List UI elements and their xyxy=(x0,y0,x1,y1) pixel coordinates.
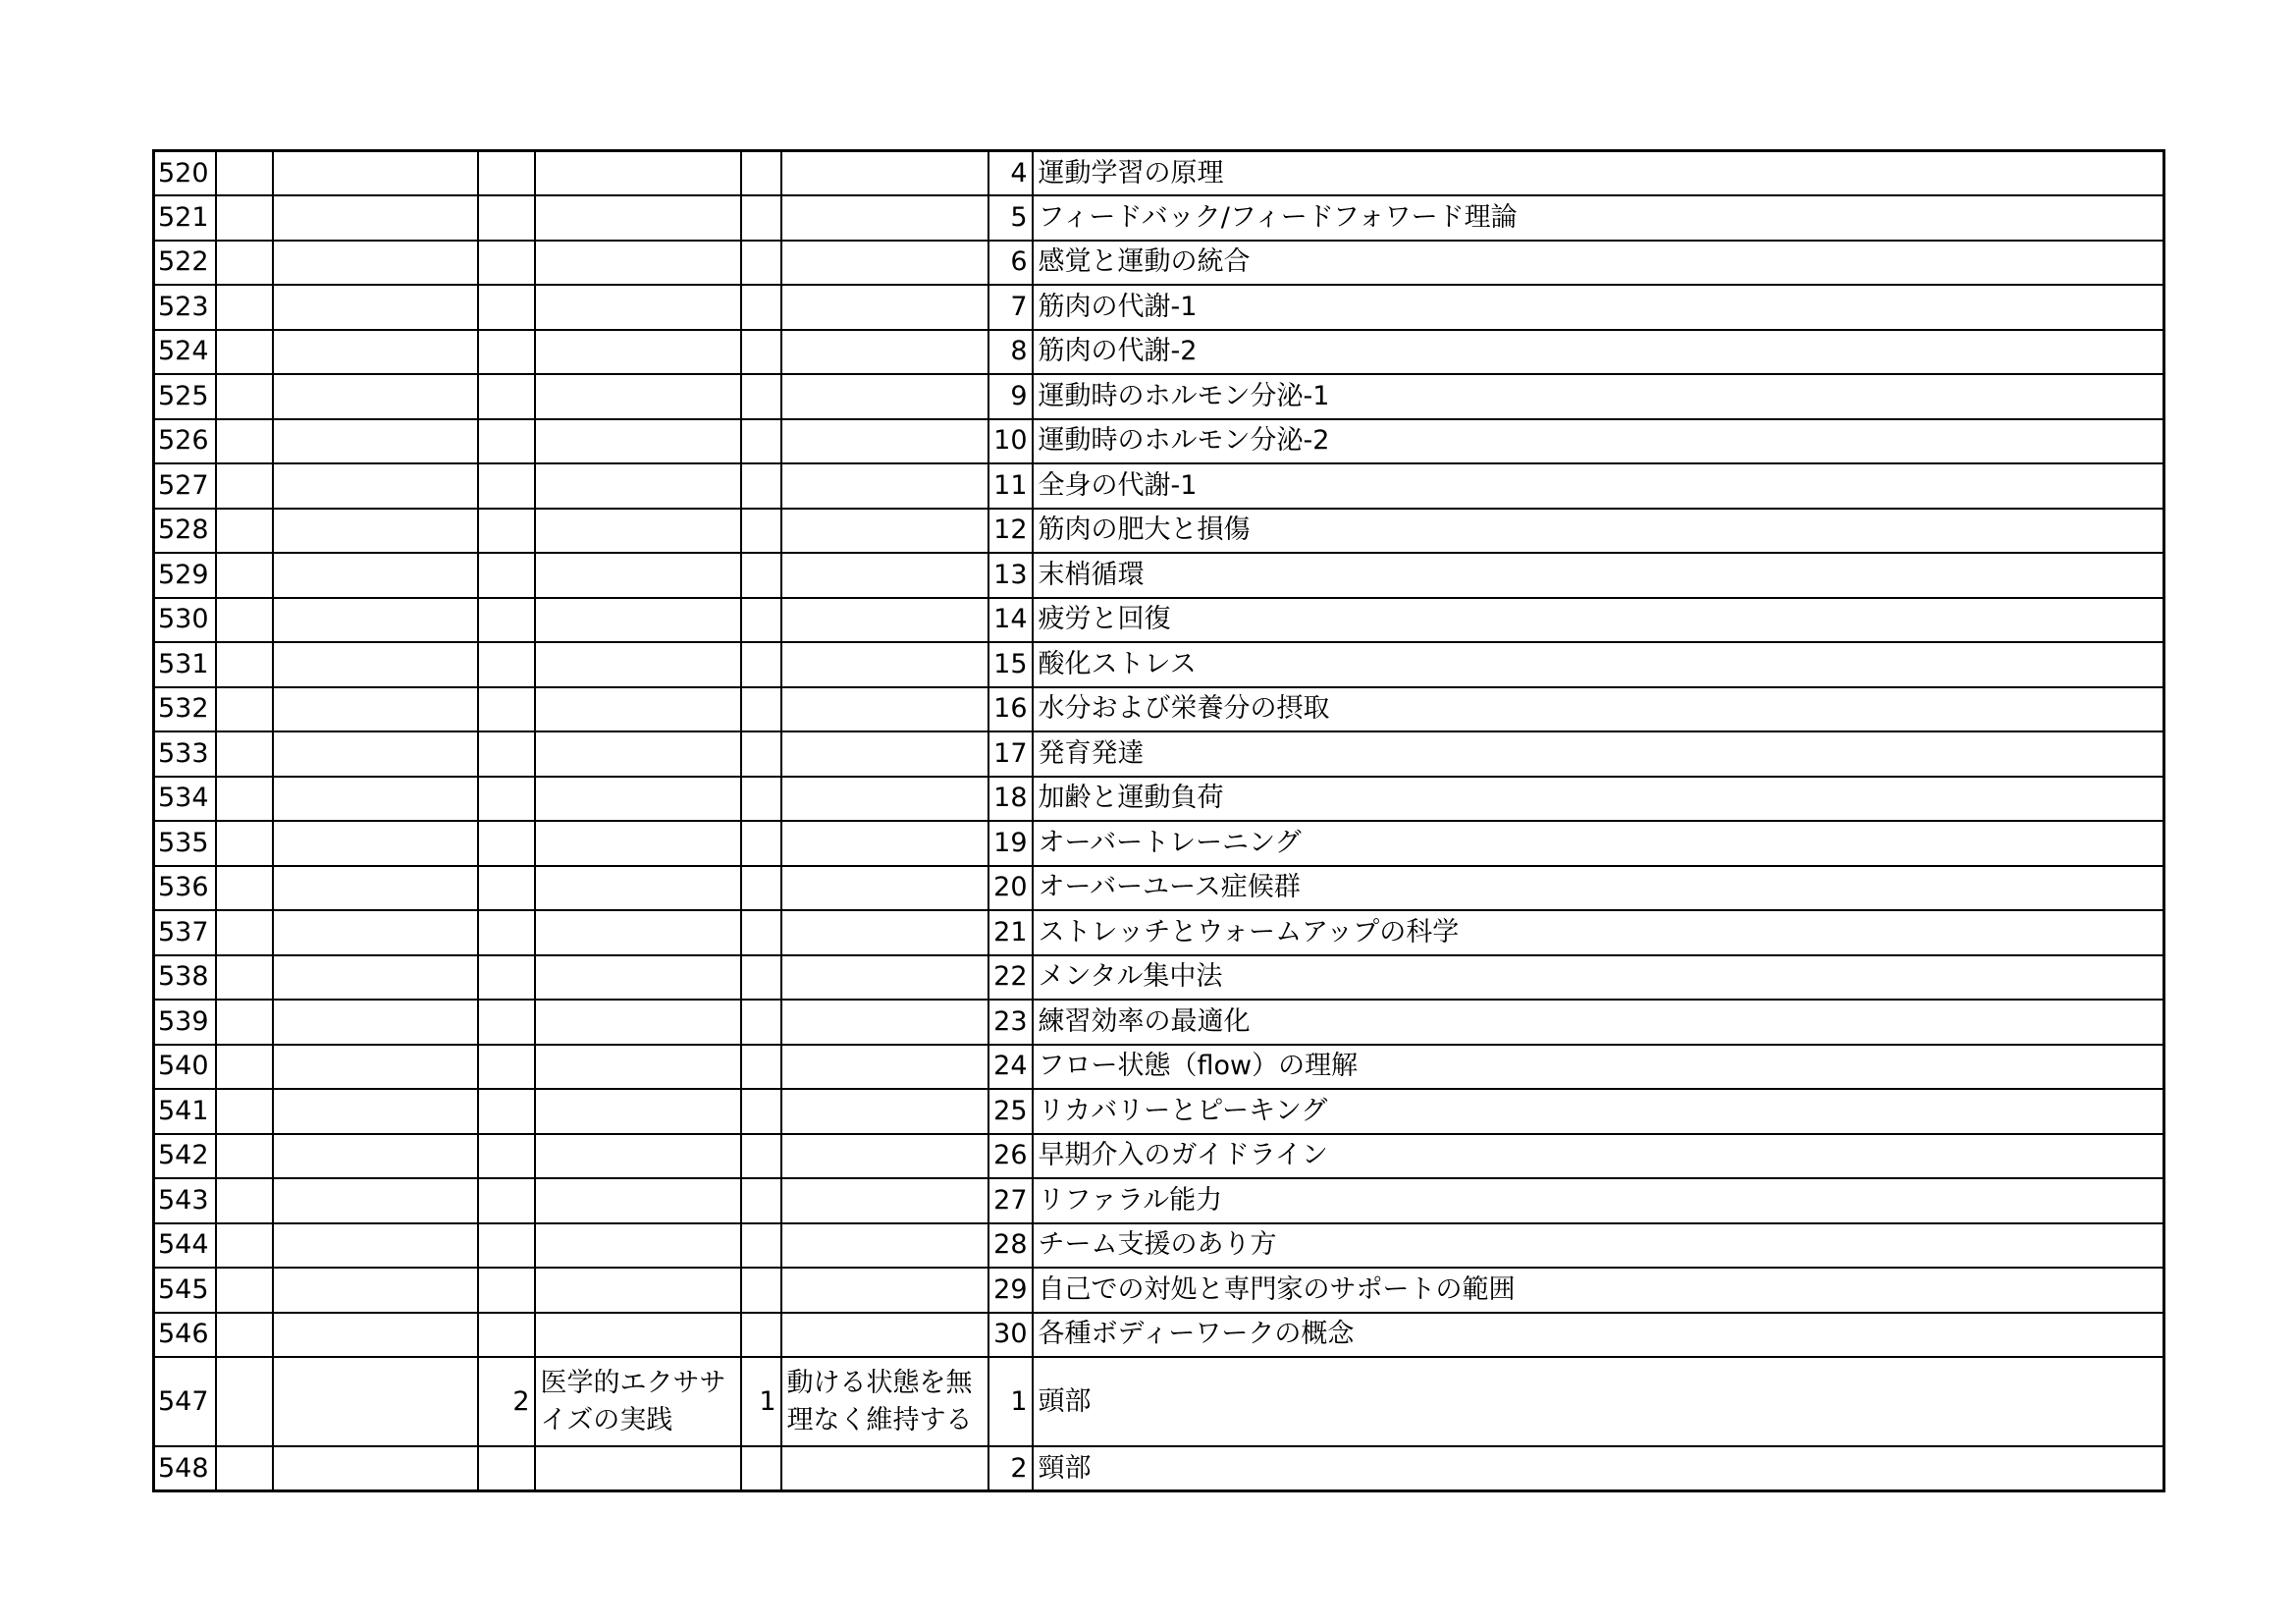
section-title-cell xyxy=(535,1089,742,1134)
item-number-cell: 18 xyxy=(988,777,1033,822)
section-title-cell xyxy=(535,1223,742,1269)
category-number-cell xyxy=(216,777,273,822)
subsection-number-cell xyxy=(741,910,781,955)
section-title-cell xyxy=(535,1178,742,1223)
subsection-title-cell xyxy=(781,731,988,777)
subsection-title-cell xyxy=(781,1134,988,1179)
category-cell xyxy=(273,509,478,554)
row-number-cell: 539 xyxy=(154,1000,217,1045)
subsection-number-cell xyxy=(741,642,781,687)
row-number-cell: 544 xyxy=(154,1223,217,1269)
section-title-cell xyxy=(535,553,742,598)
category-cell xyxy=(273,1268,478,1313)
item-number-cell: 26 xyxy=(988,1134,1033,1179)
category-cell xyxy=(273,910,478,955)
item-title-cell: 筋肉の代謝-2 xyxy=(1033,330,2164,375)
category-cell xyxy=(273,731,478,777)
item-number-cell: 25 xyxy=(988,1089,1033,1134)
section-title-cell xyxy=(535,1313,742,1358)
section-number-cell xyxy=(478,463,535,509)
item-title-cell: チーム支援のあり方 xyxy=(1033,1223,2164,1269)
section-title-cell xyxy=(535,374,742,419)
subsection-title-cell xyxy=(781,1045,988,1090)
section-number-cell xyxy=(478,374,535,419)
item-number-cell: 21 xyxy=(988,910,1033,955)
section-number-cell xyxy=(478,910,535,955)
section-title-cell xyxy=(535,1045,742,1090)
row-number-cell: 538 xyxy=(154,955,217,1001)
category-cell xyxy=(273,151,478,196)
item-title-cell: 頭部 xyxy=(1033,1357,2164,1446)
row-number-cell: 528 xyxy=(154,509,217,554)
subsection-title-cell xyxy=(781,1268,988,1313)
table-row xyxy=(154,1178,2164,1223)
section-number-cell xyxy=(478,1268,535,1313)
row-number-cell: 543 xyxy=(154,1178,217,1223)
item-number-cell: 24 xyxy=(988,1045,1033,1090)
subsection-number-cell xyxy=(741,1313,781,1358)
category-cell xyxy=(273,374,478,419)
row-number-cell: 524 xyxy=(154,330,217,375)
section-title-cell xyxy=(535,777,742,822)
section-number-cell xyxy=(478,241,535,286)
table-row xyxy=(154,1357,2164,1446)
row-number-cell: 527 xyxy=(154,463,217,509)
category-number-cell xyxy=(216,1446,273,1491)
subsection-title-cell xyxy=(781,866,988,911)
subsection-number-cell xyxy=(741,330,781,375)
item-title-cell: 筋肉の肥大と損傷 xyxy=(1033,509,2164,554)
category-cell xyxy=(273,777,478,822)
subsection-number-cell xyxy=(741,509,781,554)
item-number-cell: 5 xyxy=(988,195,1033,241)
row-number-cell: 522 xyxy=(154,241,217,286)
category-number-cell xyxy=(216,910,273,955)
subsection-title-cell xyxy=(781,330,988,375)
category-number-cell xyxy=(216,241,273,286)
category-number-cell xyxy=(216,1134,273,1179)
item-number-cell: 14 xyxy=(988,598,1033,643)
item-number-cell: 17 xyxy=(988,731,1033,777)
row-number-cell: 540 xyxy=(154,1045,217,1090)
row-number-cell: 545 xyxy=(154,1268,217,1313)
item-title-cell: 加齢と運動負荷 xyxy=(1033,777,2164,822)
category-cell xyxy=(273,598,478,643)
subsection-title-cell xyxy=(781,821,988,866)
table-row xyxy=(154,821,2164,866)
item-title-cell: 末梢循環 xyxy=(1033,553,2164,598)
section-title-cell xyxy=(535,419,742,464)
section-number-cell xyxy=(478,642,535,687)
item-title-cell: 頸部 xyxy=(1033,1446,2164,1491)
category-number-cell xyxy=(216,1000,273,1045)
item-number-cell: 10 xyxy=(988,419,1033,464)
subsection-title-cell xyxy=(781,285,988,330)
subsection-number-cell xyxy=(741,955,781,1001)
section-number-cell xyxy=(478,777,535,822)
item-number-cell: 15 xyxy=(988,642,1033,687)
category-number-cell xyxy=(216,1045,273,1090)
row-number-cell: 536 xyxy=(154,866,217,911)
item-number-cell: 28 xyxy=(988,1223,1033,1269)
subsection-title-cell xyxy=(781,241,988,286)
item-number-cell: 12 xyxy=(988,509,1033,554)
item-title-cell: リファラル能力 xyxy=(1033,1178,2164,1223)
table-row xyxy=(154,1089,2164,1134)
item-number-cell: 1 xyxy=(988,1357,1033,1446)
category-number-cell xyxy=(216,1357,273,1446)
subsection-title-cell xyxy=(781,419,988,464)
subsection-title-cell xyxy=(781,1089,988,1134)
subsection-number-cell xyxy=(741,777,781,822)
subsection-number-cell xyxy=(741,463,781,509)
section-number-cell xyxy=(478,1313,535,1358)
subsection-title-cell xyxy=(781,1223,988,1269)
table-body xyxy=(154,151,2164,1491)
table-row xyxy=(154,195,2164,241)
table-row xyxy=(154,1134,2164,1179)
section-number-cell xyxy=(478,866,535,911)
section-title-cell xyxy=(535,821,742,866)
section-number-cell xyxy=(478,1045,535,1090)
subsection-title-cell xyxy=(781,509,988,554)
subsection-number-cell xyxy=(741,731,781,777)
category-cell xyxy=(273,1313,478,1358)
table-row xyxy=(154,330,2164,375)
section-number-cell xyxy=(478,419,535,464)
section-title-cell xyxy=(535,1000,742,1045)
subsection-number-cell xyxy=(741,1268,781,1313)
section-number-cell xyxy=(478,151,535,196)
subsection-title-cell xyxy=(781,687,988,732)
category-cell xyxy=(273,1357,478,1446)
section-title-cell xyxy=(535,1446,742,1491)
item-title-cell: 感覚と運動の統合 xyxy=(1033,241,2164,286)
section-title-cell xyxy=(535,151,742,196)
section-title-cell xyxy=(535,241,742,286)
table-row xyxy=(154,731,2164,777)
item-number-cell: 16 xyxy=(988,687,1033,732)
section-title-cell xyxy=(535,731,742,777)
category-number-cell xyxy=(216,598,273,643)
subsection-number-cell xyxy=(741,241,781,286)
category-number-cell xyxy=(216,285,273,330)
item-number-cell: 6 xyxy=(988,241,1033,286)
category-number-cell xyxy=(216,731,273,777)
table-row xyxy=(154,1000,2164,1045)
category-cell xyxy=(273,821,478,866)
category-cell xyxy=(273,1000,478,1045)
row-number-cell: 530 xyxy=(154,598,217,643)
item-title-cell: ストレッチとウォームアップの科学 xyxy=(1033,910,2164,955)
section-number-cell xyxy=(478,687,535,732)
section-number-cell xyxy=(478,509,535,554)
section-title-cell xyxy=(535,687,742,732)
table-row xyxy=(154,553,2164,598)
section-title-cell xyxy=(535,866,742,911)
row-number-cell: 529 xyxy=(154,553,217,598)
item-title-cell: 水分および栄養分の摂取 xyxy=(1033,687,2164,732)
row-number-cell: 533 xyxy=(154,731,217,777)
item-title-cell: 運動時のホルモン分泌-1 xyxy=(1033,374,2164,419)
section-number-cell xyxy=(478,1089,535,1134)
subsection-title-cell xyxy=(781,598,988,643)
table-row xyxy=(154,955,2164,1001)
row-number-cell: 537 xyxy=(154,910,217,955)
table-row xyxy=(154,419,2164,464)
category-cell xyxy=(273,1446,478,1491)
section-title-cell xyxy=(535,509,742,554)
item-title-cell: 自己での対処と専門家のサポートの範囲 xyxy=(1033,1268,2164,1313)
item-title-cell: 全身の代謝-1 xyxy=(1033,463,2164,509)
subsection-number-cell xyxy=(741,1178,781,1223)
category-number-cell xyxy=(216,955,273,1001)
item-number-cell: 22 xyxy=(988,955,1033,1001)
table-row xyxy=(154,910,2164,955)
table-row xyxy=(154,642,2164,687)
section-number-cell xyxy=(478,195,535,241)
category-cell xyxy=(273,1178,478,1223)
table-row xyxy=(154,1268,2164,1313)
item-number-cell: 20 xyxy=(988,866,1033,911)
section-number-cell xyxy=(478,285,535,330)
subsection-title-cell xyxy=(781,151,988,196)
item-title-cell: リカバリーとピーキング xyxy=(1033,1089,2164,1134)
table-row xyxy=(154,598,2164,643)
item-title-cell: フロー状態（flow）の理解 xyxy=(1033,1045,2164,1090)
row-number-cell: 526 xyxy=(154,419,217,464)
row-number-cell: 542 xyxy=(154,1134,217,1179)
section-title-cell xyxy=(535,195,742,241)
subsection-title-cell xyxy=(781,374,988,419)
item-number-cell: 23 xyxy=(988,1000,1033,1045)
row-number-cell: 534 xyxy=(154,777,217,822)
subsection-number-cell xyxy=(741,553,781,598)
section-number-cell xyxy=(478,1223,535,1269)
section-number-cell xyxy=(478,1000,535,1045)
category-number-cell xyxy=(216,1223,273,1269)
category-cell xyxy=(273,866,478,911)
subsection-number-cell xyxy=(741,598,781,643)
table-row xyxy=(154,1446,2164,1491)
category-number-cell xyxy=(216,642,273,687)
section-title-cell xyxy=(535,598,742,643)
table-row xyxy=(154,151,2164,196)
row-number-cell: 531 xyxy=(154,642,217,687)
subsection-number-cell xyxy=(741,151,781,196)
subsection-number-cell xyxy=(741,1045,781,1090)
section-title-cell xyxy=(535,642,742,687)
item-title-cell: 筋肉の代謝-1 xyxy=(1033,285,2164,330)
item-number-cell: 9 xyxy=(988,374,1033,419)
item-title-cell: 酸化ストレス xyxy=(1033,642,2164,687)
row-number-cell: 541 xyxy=(154,1089,217,1134)
category-number-cell xyxy=(216,419,273,464)
row-number-cell: 525 xyxy=(154,374,217,419)
item-title-cell: フィードバック/フィードフォワード理論 xyxy=(1033,195,2164,241)
category-cell xyxy=(273,195,478,241)
row-number-cell: 535 xyxy=(154,821,217,866)
table-row xyxy=(154,777,2164,822)
table-row xyxy=(154,509,2164,554)
section-number-cell xyxy=(478,955,535,1001)
subsection-title-cell: 動ける状態を無理なく維持する xyxy=(781,1357,988,1446)
subsection-title-cell xyxy=(781,1178,988,1223)
table-row xyxy=(154,285,2164,330)
item-title-cell: 発育発達 xyxy=(1033,731,2164,777)
item-title-cell: オーバーユース症候群 xyxy=(1033,866,2164,911)
section-title-cell xyxy=(535,910,742,955)
category-cell xyxy=(273,285,478,330)
subsection-number-cell xyxy=(741,866,781,911)
subsection-title-cell xyxy=(781,1313,988,1358)
category-number-cell xyxy=(216,374,273,419)
table-row xyxy=(154,374,2164,419)
category-number-cell xyxy=(216,151,273,196)
section-number-cell xyxy=(478,1134,535,1179)
item-title-cell: 練習効率の最適化 xyxy=(1033,1000,2164,1045)
subsection-title-cell xyxy=(781,910,988,955)
subsection-title-cell xyxy=(781,777,988,822)
section-title-cell xyxy=(535,1268,742,1313)
category-number-cell xyxy=(216,195,273,241)
section-title-cell: 医学的エクササイズの実践 xyxy=(535,1357,742,1446)
category-cell xyxy=(273,1089,478,1134)
subsection-title-cell xyxy=(781,1000,988,1045)
subsection-number-cell xyxy=(741,419,781,464)
table-row xyxy=(154,1045,2164,1090)
item-number-cell: 8 xyxy=(988,330,1033,375)
section-number-cell xyxy=(478,731,535,777)
item-number-cell: 7 xyxy=(988,285,1033,330)
section-number-cell xyxy=(478,1446,535,1491)
category-number-cell xyxy=(216,463,273,509)
section-title-cell xyxy=(535,330,742,375)
category-number-cell xyxy=(216,866,273,911)
category-number-cell xyxy=(216,1313,273,1358)
item-number-cell: 19 xyxy=(988,821,1033,866)
category-cell xyxy=(273,241,478,286)
subsection-number-cell xyxy=(741,195,781,241)
subsection-number-cell xyxy=(741,1446,781,1491)
category-number-cell xyxy=(216,330,273,375)
item-title-cell: オーバートレーニング xyxy=(1033,821,2164,866)
subsection-number-cell xyxy=(741,285,781,330)
subsection-title-cell xyxy=(781,195,988,241)
category-number-cell xyxy=(216,1178,273,1223)
row-number-cell: 548 xyxy=(154,1446,217,1491)
item-title-cell: 各種ボディーワークの概念 xyxy=(1033,1313,2164,1358)
subsection-title-cell xyxy=(781,642,988,687)
table-row xyxy=(154,463,2164,509)
item-title-cell: 運動学習の原理 xyxy=(1033,151,2164,196)
item-number-cell: 30 xyxy=(988,1313,1033,1358)
table-row xyxy=(154,1223,2164,1269)
subsection-title-cell xyxy=(781,1446,988,1491)
category-cell xyxy=(273,330,478,375)
item-title-cell: 運動時のホルモン分泌-2 xyxy=(1033,419,2164,464)
subsection-number-cell xyxy=(741,1134,781,1179)
item-number-cell: 4 xyxy=(988,151,1033,196)
category-number-cell xyxy=(216,1089,273,1134)
item-number-cell: 11 xyxy=(988,463,1033,509)
item-number-cell: 13 xyxy=(988,553,1033,598)
subsection-title-cell xyxy=(781,553,988,598)
subsection-number-cell xyxy=(741,1223,781,1269)
category-cell xyxy=(273,955,478,1001)
category-cell xyxy=(273,553,478,598)
row-number-cell: 546 xyxy=(154,1313,217,1358)
section-number-cell xyxy=(478,330,535,375)
table-row xyxy=(154,687,2164,732)
section-title-cell xyxy=(535,285,742,330)
section-title-cell xyxy=(535,463,742,509)
section-number-cell xyxy=(478,598,535,643)
curriculum-table xyxy=(152,149,2165,1492)
subsection-number-cell: 1 xyxy=(741,1357,781,1446)
category-cell xyxy=(273,687,478,732)
category-cell xyxy=(273,463,478,509)
row-number-cell: 523 xyxy=(154,285,217,330)
section-title-cell xyxy=(535,955,742,1001)
table-row xyxy=(154,241,2164,286)
item-number-cell: 29 xyxy=(988,1268,1033,1313)
category-number-cell xyxy=(216,821,273,866)
item-title-cell: 早期介入のガイドライン xyxy=(1033,1134,2164,1179)
category-cell xyxy=(273,642,478,687)
category-number-cell xyxy=(216,687,273,732)
category-cell xyxy=(273,1223,478,1269)
category-cell xyxy=(273,1045,478,1090)
section-title-cell xyxy=(535,1134,742,1179)
category-cell xyxy=(273,1134,478,1179)
item-number-cell: 27 xyxy=(988,1178,1033,1223)
category-number-cell xyxy=(216,509,273,554)
category-number-cell xyxy=(216,553,273,598)
category-number-cell xyxy=(216,1268,273,1313)
item-title-cell: メンタル集中法 xyxy=(1033,955,2164,1001)
section-number-cell: 2 xyxy=(478,1357,535,1446)
row-number-cell: 547 xyxy=(154,1357,217,1446)
section-number-cell xyxy=(478,821,535,866)
subsection-number-cell xyxy=(741,374,781,419)
row-number-cell: 520 xyxy=(154,151,217,196)
category-cell xyxy=(273,419,478,464)
section-number-cell xyxy=(478,553,535,598)
table-row xyxy=(154,1313,2164,1358)
section-number-cell xyxy=(478,1178,535,1223)
subsection-number-cell xyxy=(741,1089,781,1134)
subsection-number-cell xyxy=(741,687,781,732)
item-title-cell: 疲労と回復 xyxy=(1033,598,2164,643)
subsection-number-cell xyxy=(741,821,781,866)
subsection-title-cell xyxy=(781,463,988,509)
subsection-number-cell xyxy=(741,1000,781,1045)
row-number-cell: 532 xyxy=(154,687,217,732)
subsection-title-cell xyxy=(781,955,988,1001)
table-row xyxy=(154,866,2164,911)
row-number-cell: 521 xyxy=(154,195,217,241)
item-number-cell: 2 xyxy=(988,1446,1033,1491)
